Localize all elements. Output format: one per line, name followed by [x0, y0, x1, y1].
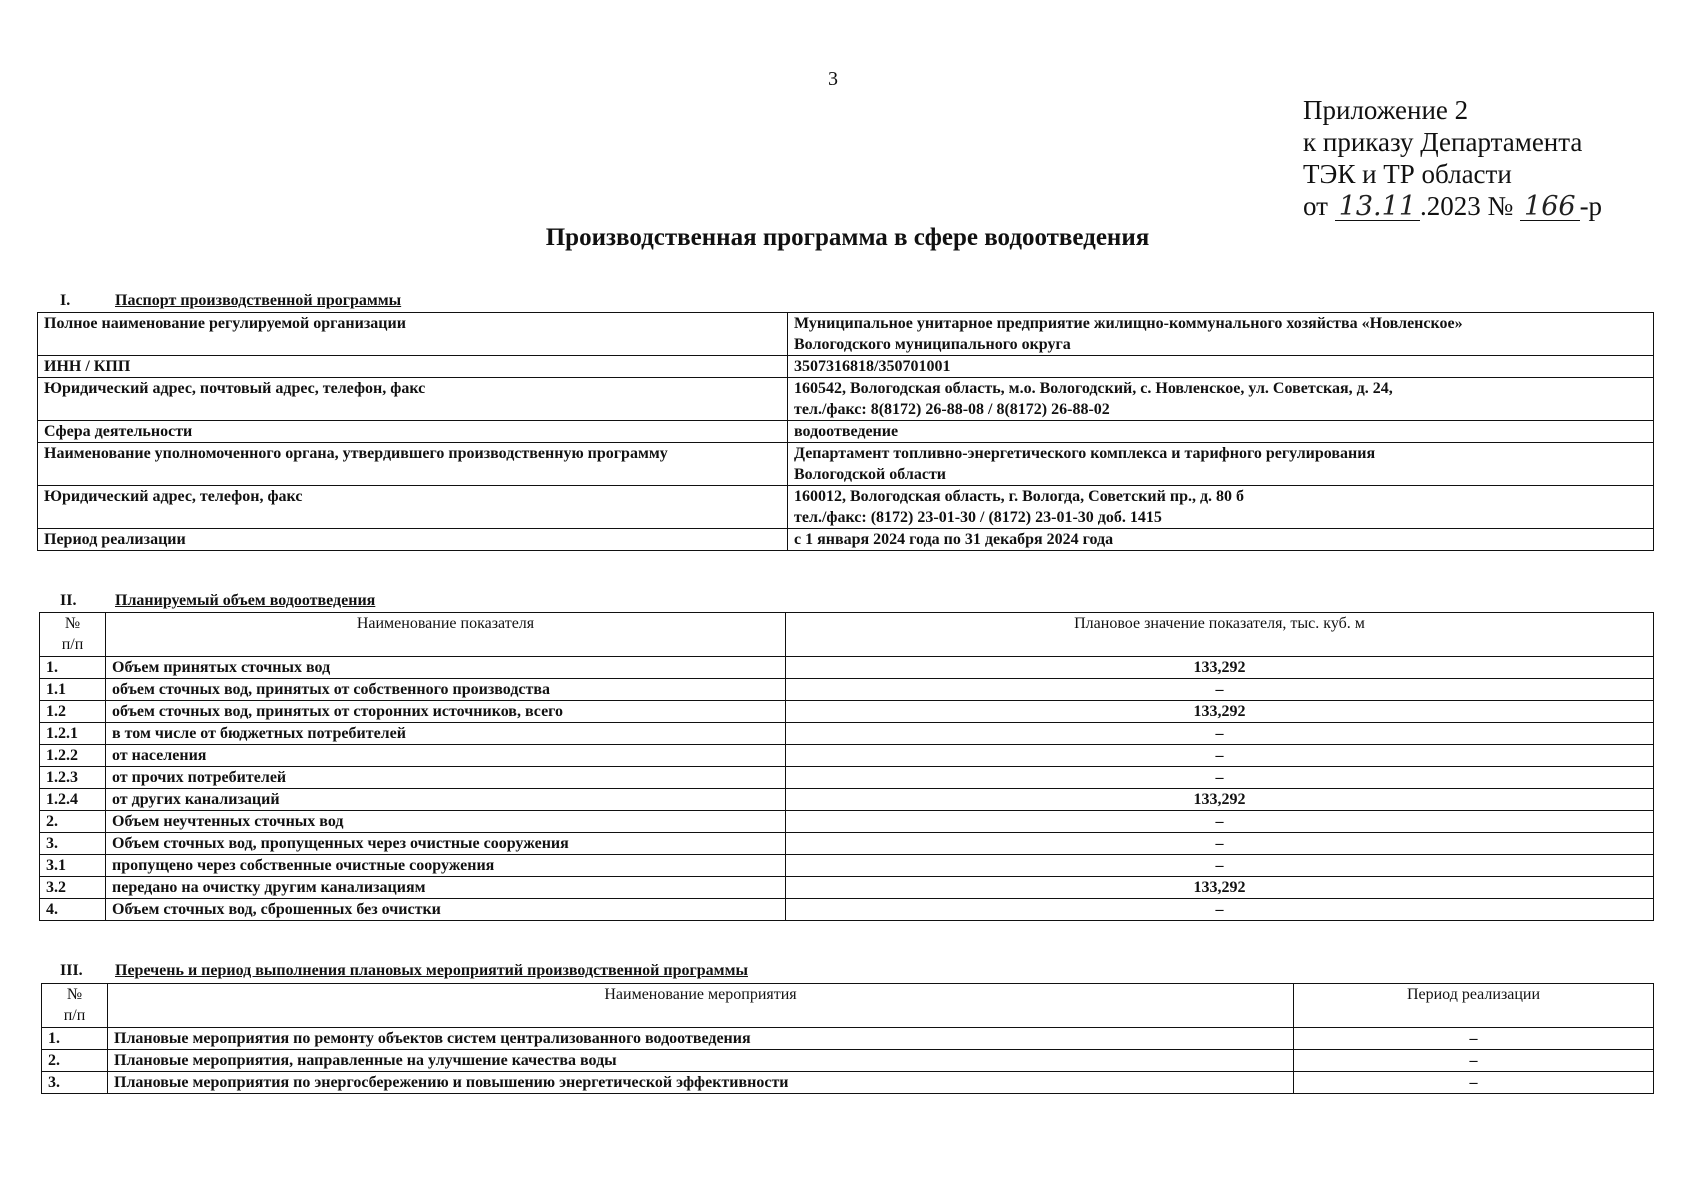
row-number: 3.1	[40, 855, 106, 877]
row-number: 1.2.4	[40, 789, 106, 811]
measure-name: Плановые мероприятия, направленные на улучшение качества воды	[108, 1050, 1294, 1072]
planned-value: –	[786, 811, 1654, 833]
row-number: 4.	[40, 899, 106, 921]
section-3-heading	[60, 962, 748, 980]
handwritten-date: 13.11	[1335, 194, 1420, 221]
row-number: 1.2	[40, 701, 106, 723]
section-1-title: Паспорт производственной программы	[115, 292, 402, 309]
measure-period: –	[1294, 1050, 1654, 1072]
planned-value: 133,292	[786, 701, 1654, 723]
section-3-title: Перечень и период выполнения плановых мероприятий производственной программы	[115, 962, 748, 979]
section-1-number: I.	[60, 292, 71, 309]
measure-name: Плановые мероприятия по ремонту объектов систем централизованного водоотведения	[108, 1028, 1294, 1050]
passport-table	[37, 312, 1654, 551]
indicator-name: от других канализаций	[106, 789, 786, 811]
indicator-name: пропущено через собственные очистные сооружения	[106, 855, 786, 877]
row-number: 2.	[42, 1050, 108, 1072]
passport-label: Юридический адрес, почтовый адрес, телефон, факс	[38, 378, 788, 421]
row-number: 1.2.1	[40, 723, 106, 745]
measure-row	[42, 1028, 1654, 1050]
indicator-name: от прочих потребителей	[106, 767, 786, 789]
indicator-name: объем сточных вод, принятых от собственного производства	[106, 679, 786, 701]
planned-value: –	[786, 899, 1654, 921]
row-number: 1.	[42, 1028, 108, 1050]
indicator-name: Объем сточных вод, пропущенных через очистные сооружения	[106, 833, 786, 855]
appendix-block	[1303, 94, 1602, 222]
section-2-number: II.	[60, 592, 77, 609]
appendix-date-line	[1303, 190, 1602, 222]
passport-row	[38, 486, 1654, 529]
volume-table-header	[40, 613, 1654, 657]
volume-row	[40, 679, 1654, 701]
indicator-name: Объем неучтенных сточных вод	[106, 811, 786, 833]
row-number: 3.	[40, 833, 106, 855]
passport-value-line-1: водоотведение	[794, 423, 899, 440]
planned-value: 133,292	[786, 657, 1654, 679]
appendix-line-3: ТЭК и ТР области	[1303, 159, 1512, 189]
row-number: 1.	[40, 657, 106, 679]
volume-row	[40, 745, 1654, 767]
header-measure-name: Наименование мероприятия	[108, 984, 1294, 1028]
row-number: 2.	[40, 811, 106, 833]
header-num-line-1: №	[64, 615, 81, 632]
volume-row	[40, 811, 1654, 833]
passport-label: Наименование уполномоченного органа, утвердившего производственную программу	[38, 443, 788, 486]
planned-value: 133,292	[786, 877, 1654, 899]
planned-value: 133,292	[786, 789, 1654, 811]
passport-value-line-1: Департамент топливно-энергетического комплекса и тарифного регулирования	[794, 445, 1376, 462]
volume-row	[40, 855, 1654, 877]
passport-row	[38, 529, 1654, 551]
passport-value	[788, 486, 1654, 529]
measure-name: Плановые мероприятия по энергосбережению и повышению энергетической эффективности	[108, 1072, 1294, 1094]
passport-label: Полное наименование регулируемой организации	[38, 313, 788, 356]
section-3-number: III.	[60, 962, 83, 979]
passport-value-line-1: 3507316818/350701001	[794, 358, 951, 375]
passport-value	[788, 421, 1654, 443]
passport-row	[38, 313, 1654, 356]
volume-row	[40, 657, 1654, 679]
passport-value-line-1: 160542, Вологодская область, м.о. Вологодский, с. Новленское, ул. Советская, д. 24,	[794, 380, 1393, 397]
volume-row	[40, 701, 1654, 723]
indicator-name: передано на очистку другим канализациям	[106, 877, 786, 899]
passport-value-line-1: 160012, Вологодская область, г. Вологда, Советский пр., д. 80 б	[794, 488, 1245, 505]
measure-row	[42, 1072, 1654, 1094]
header-num-line-2: п/п	[61, 636, 84, 653]
volume-table	[39, 612, 1654, 921]
measures-table-header	[42, 984, 1654, 1028]
indicator-name: объем сточных вод, принятых от сторонних источников, всего	[106, 701, 786, 723]
passport-row	[38, 356, 1654, 378]
indicator-name: Объем принятых сточных вод	[106, 657, 786, 679]
page-number: 3	[828, 68, 838, 90]
order-suffix: -р	[1579, 191, 1603, 221]
header-indicator-name: Наименование показателя	[106, 613, 786, 657]
planned-value: –	[786, 767, 1654, 789]
planned-value: –	[786, 745, 1654, 767]
volume-row	[40, 723, 1654, 745]
section-1-heading	[60, 292, 401, 310]
passport-value	[788, 443, 1654, 486]
volume-row	[40, 899, 1654, 921]
row-number: 3.	[42, 1072, 108, 1094]
passport-value-line-2: Вологодской области	[794, 466, 947, 483]
volume-row	[40, 767, 1654, 789]
passport-value	[788, 356, 1654, 378]
measure-period: –	[1294, 1072, 1654, 1094]
header-num-line-1: №	[66, 986, 83, 1003]
passport-value	[788, 313, 1654, 356]
date-prefix: от	[1303, 191, 1328, 221]
indicator-name: Объем сточных вод, сброшенных без очистки	[106, 899, 786, 921]
section-2-heading	[60, 592, 375, 610]
row-number: 3.2	[40, 877, 106, 899]
volume-row	[40, 789, 1654, 811]
row-number: 1.2.3	[40, 767, 106, 789]
passport-row	[38, 421, 1654, 443]
passport-value-line-1: с 1 января 2024 года по 31 декабря 2024 года	[794, 531, 1114, 548]
passport-value-line-1: Муниципальное унитарное предприятие жилищно-коммунального хозяйства «Новленское»	[794, 315, 1463, 332]
header-num	[40, 613, 106, 657]
row-number: 1.1	[40, 679, 106, 701]
passport-value-line-2: Вологодского муниципального округа	[794, 336, 1071, 353]
appendix-line-1: Приложение 2	[1303, 95, 1469, 125]
row-number: 1.2.2	[40, 745, 106, 767]
planned-value: –	[786, 723, 1654, 745]
header-num-line-2: п/п	[63, 1007, 86, 1024]
section-2-title: Планируемый объем водоотведения	[115, 592, 376, 609]
volume-row	[40, 877, 1654, 899]
date-year: .2023 №	[1420, 191, 1514, 221]
passport-value-line-2: тел./факс: (8172) 23-01-30 / (8172) 23-01-30 доб. 1415	[794, 509, 1162, 526]
indicator-name: в том числе от бюджетных потребителей	[106, 723, 786, 745]
handwritten-order-number: 166	[1520, 194, 1580, 221]
passport-row	[38, 378, 1654, 421]
passport-row	[38, 443, 1654, 486]
measure-period: –	[1294, 1028, 1654, 1050]
planned-value: –	[786, 855, 1654, 877]
passport-value	[788, 378, 1654, 421]
planned-value: –	[786, 833, 1654, 855]
header-period: Период реализации	[1294, 984, 1654, 1028]
header-num	[42, 984, 108, 1028]
document-title: Производственная программа в сфере водоотведения	[545, 224, 1150, 251]
passport-label: Юридический адрес, телефон, факс	[38, 486, 788, 529]
volume-row	[40, 833, 1654, 855]
header-planned-value: Плановое значение показателя, тыс. куб. м	[786, 613, 1654, 657]
passport-label: ИНН / КПП	[38, 356, 788, 378]
passport-value	[788, 529, 1654, 551]
passport-label: Период реализации	[38, 529, 788, 551]
planned-value: –	[786, 679, 1654, 701]
measure-row	[42, 1050, 1654, 1072]
measures-table	[41, 983, 1654, 1094]
appendix-line-2: к приказу Департамента	[1303, 127, 1583, 157]
passport-value-line-2: тел./факс: 8(8172) 26-88-08 / 8(8172) 26-88-02	[794, 401, 1110, 418]
passport-label: Сфера деятельности	[38, 421, 788, 443]
indicator-name: от населения	[106, 745, 786, 767]
